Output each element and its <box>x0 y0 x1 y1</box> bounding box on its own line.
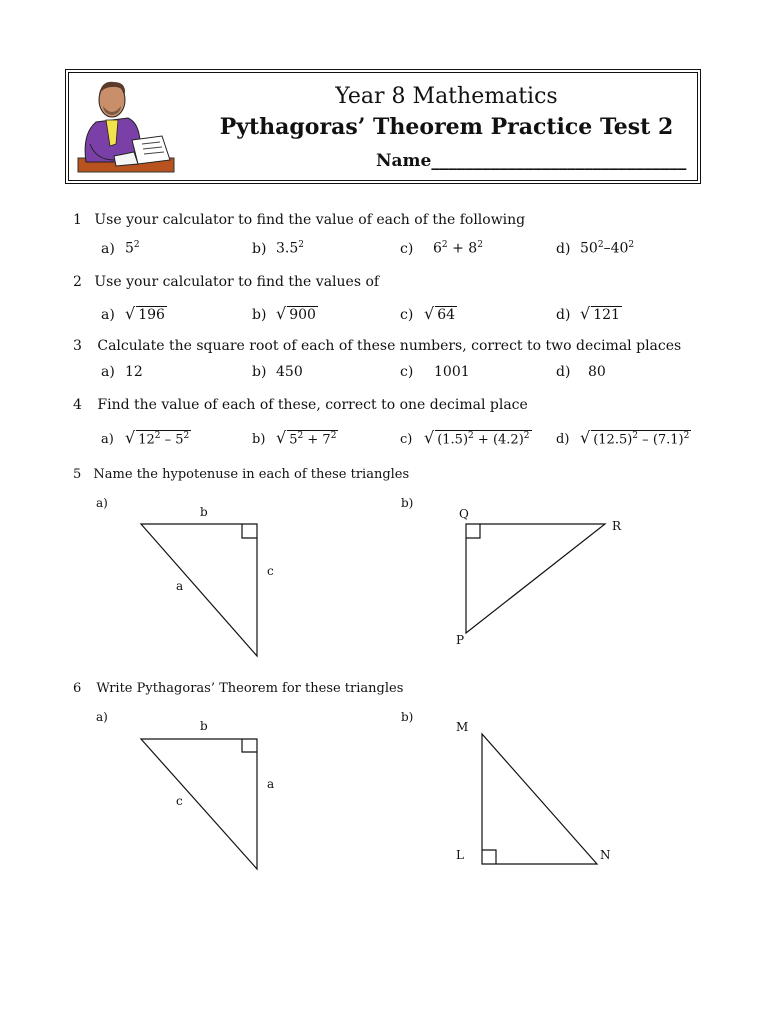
q6b-vertex-l: L <box>456 848 464 862</box>
q6a-label-right: a <box>267 777 275 791</box>
option-operator: – <box>164 432 172 447</box>
option-value: 40 <box>610 240 629 257</box>
option-operator: + <box>307 432 319 447</box>
option-label: a) <box>101 364 115 380</box>
q6b-vertex-n: N <box>600 848 611 862</box>
q6a-label-top: b <box>200 719 208 733</box>
option-value: 450 <box>276 364 303 380</box>
q6a-triangle <box>141 739 257 869</box>
q5a-label-top: b <box>200 505 208 519</box>
q5a-triangle <box>141 524 257 656</box>
option-label: c) <box>400 364 414 380</box>
option-value: 121 <box>593 307 620 323</box>
radical-sign: √ <box>125 428 136 447</box>
option-value: 7 <box>322 432 331 447</box>
question-number: 4 <box>73 397 82 413</box>
page-subtitle: Pythagoras’ Theorem Practice Test 2 <box>219 114 674 140</box>
question-number: 1 <box>73 212 82 228</box>
q5-part-a-label: a) <box>96 496 108 510</box>
q6-part-b-label: b) <box>401 710 414 724</box>
option-label: b) <box>252 240 267 257</box>
option-exponent: 2 <box>133 240 140 250</box>
option-value: 64 <box>437 307 456 323</box>
q6b-triangle <box>482 734 597 864</box>
radical-sign: √ <box>424 428 435 447</box>
option-value: 5 <box>175 432 184 447</box>
option-exponent: 2 <box>298 240 304 250</box>
question-number: 6 <box>73 681 82 696</box>
option-exponent: 2 <box>441 240 448 250</box>
option-exponent: 2 <box>477 240 483 250</box>
option-exponent: 2 <box>683 430 690 441</box>
question-number: 5 <box>73 467 82 482</box>
option-operator: – <box>642 432 649 447</box>
option-value: 196 <box>138 307 165 323</box>
option-value: 5 <box>125 240 134 257</box>
radical-sign: √ <box>580 304 591 323</box>
option-label: d) <box>556 307 571 323</box>
q5b-vertex-p: P <box>456 633 465 647</box>
option-value: (1.5) <box>437 432 469 447</box>
question-text: Find the value of each of these, correct to one decimal place <box>97 397 528 413</box>
option-label: b) <box>252 432 266 447</box>
option-exponent: 2 <box>183 430 190 441</box>
option-label: c) <box>400 307 414 323</box>
page-title: Year 8 Mathematics <box>335 84 558 109</box>
option-value: (7.1) <box>652 432 684 447</box>
q6-part-a-label: a) <box>96 710 108 724</box>
q5b-vertex-r: R <box>612 519 622 533</box>
radical-sign: √ <box>276 304 287 323</box>
option-exponent: 2 <box>330 430 337 441</box>
option-exponent: 2 <box>597 240 604 250</box>
option-label: a) <box>101 240 115 257</box>
option-value: 50 <box>580 240 598 257</box>
radical-sign: √ <box>424 304 435 323</box>
option-value: 12 <box>138 432 155 447</box>
q5-part-b-label: b) <box>401 496 414 510</box>
option-label: c) <box>400 240 414 257</box>
option-exponent: 2 <box>297 430 304 441</box>
option-exponent: 2 <box>468 430 474 441</box>
radical-sign: √ <box>125 304 136 323</box>
option-value: 5 <box>289 432 298 447</box>
option-value: 8 <box>468 240 478 257</box>
option-value: (12.5) <box>593 432 633 447</box>
name-label: Name <box>376 151 432 171</box>
question-6 <box>73 681 403 696</box>
option-value: 6 <box>433 240 442 257</box>
option-value: 900 <box>289 307 316 323</box>
option-operator: + <box>477 432 489 447</box>
option-exponent: 2 <box>523 430 530 441</box>
question-text: Calculate the square root of each of these numbers, correct to two decimal places <box>97 338 682 354</box>
option-label: b) <box>252 364 267 380</box>
option-value: 3.5 <box>276 240 299 257</box>
question-text: Use your calculator to find the value of each of the following <box>94 212 526 228</box>
radical-sign: √ <box>580 428 591 447</box>
q5b-vertex-q: Q <box>459 507 469 521</box>
option-value: 1001 <box>434 364 470 380</box>
question-text: Use your calculator to find the values of <box>94 274 380 290</box>
q5a-label-hypotenuse: a <box>176 579 184 593</box>
option-label: d) <box>556 240 571 257</box>
option-value: 12 <box>125 364 143 380</box>
option-label: a) <box>101 307 115 323</box>
q6a-label-hypotenuse: c <box>176 794 183 808</box>
option-value: 80 <box>588 364 606 380</box>
question-number: 2 <box>73 274 82 290</box>
option-exponent: 2 <box>632 430 639 441</box>
option-operator: + <box>452 240 464 257</box>
option-value: (4.2) <box>492 432 524 447</box>
option-exponent: 2 <box>628 240 635 250</box>
option-label: c) <box>400 432 413 447</box>
option-label: a) <box>101 432 114 447</box>
question-text: Write Pythagoras’ Theorem for these triangles <box>96 681 404 696</box>
question-text: Name the hypotenuse in each of these triangles <box>93 467 410 482</box>
q6b-vertex-m: M <box>456 720 469 734</box>
question-number: 3 <box>73 338 82 354</box>
option-label: d) <box>556 432 570 447</box>
option-operator: – <box>603 240 611 257</box>
name-blank: ______________________________ <box>431 151 687 171</box>
radical-sign: √ <box>276 428 287 447</box>
option-label: b) <box>252 307 267 323</box>
option-label: d) <box>556 364 571 380</box>
q5b-triangle <box>466 524 605 633</box>
q5a-label-right: c <box>267 564 274 578</box>
option-exponent: 2 <box>154 430 161 441</box>
